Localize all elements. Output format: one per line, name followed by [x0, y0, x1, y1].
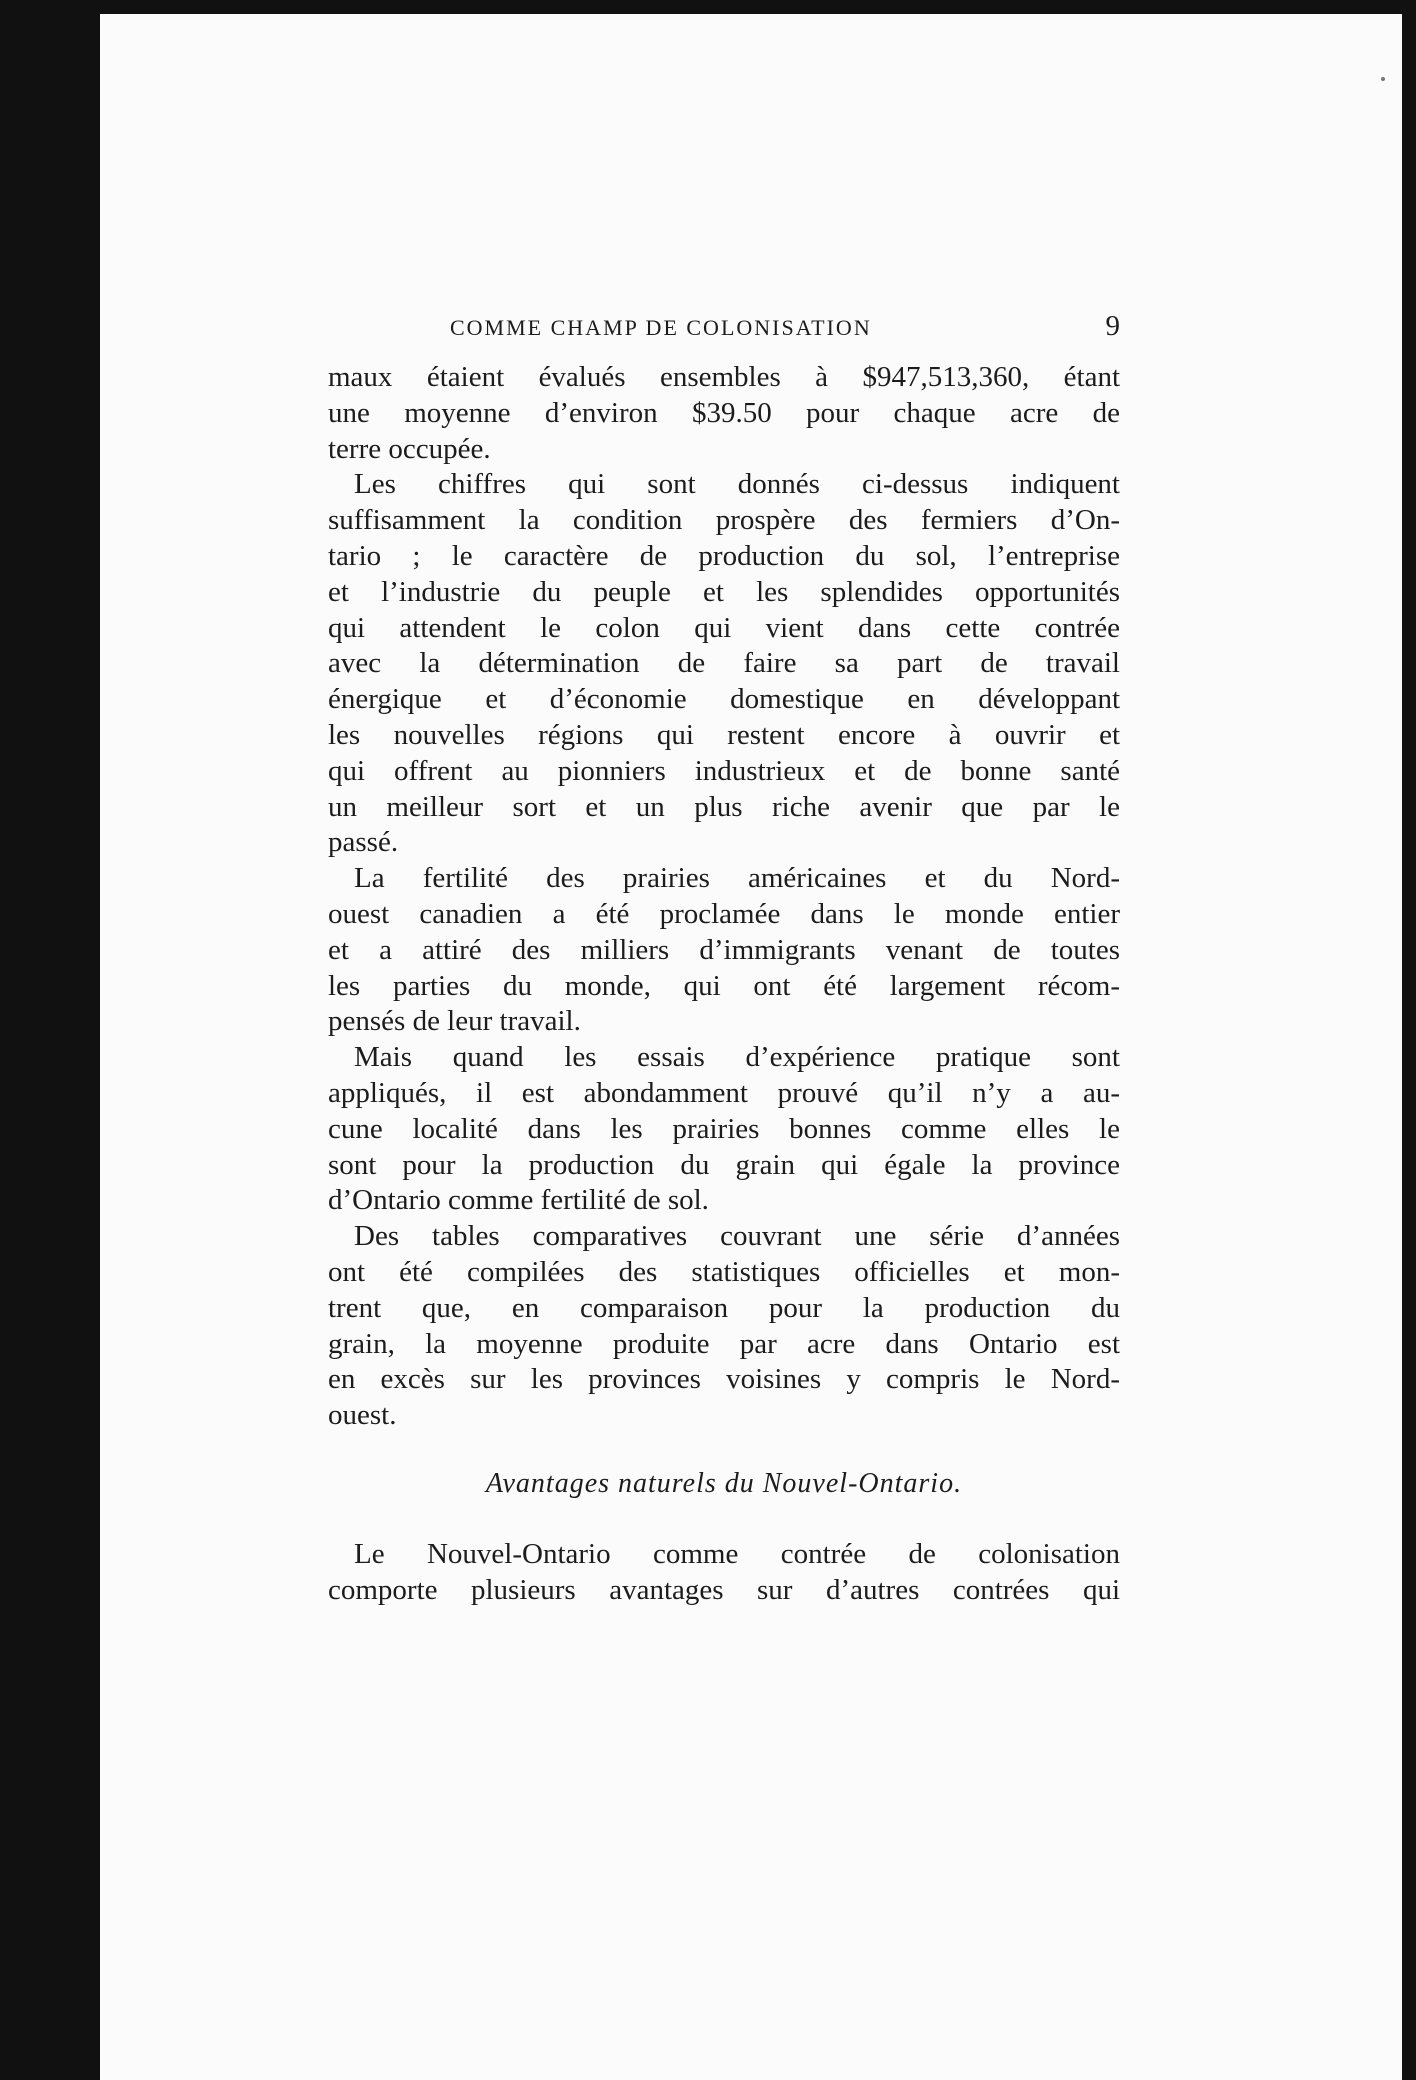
- text-line: un meilleur sort et un plus riche avenir que par le: [328, 790, 1120, 823]
- paragraph: [328, 861, 1120, 1040]
- text-line: en excès sur les provinces voisines y compris le Nord-: [328, 1363, 1120, 1396]
- text-line: La fertilité des prairies américaines et du Nord-: [354, 862, 1120, 895]
- text-line: avec la détermination de faire sa part de travail: [328, 647, 1120, 680]
- text-line: grain, la moyenne produite par acre dans Ontario est: [328, 1327, 1120, 1360]
- text-line: maux étaient évalués ensembles à $947,513,360, étant: [328, 361, 1120, 393]
- text-line: sont pour la production du grain qui égale la province: [328, 1148, 1120, 1181]
- paragraph: [328, 1219, 1120, 1434]
- text-line: qui attendent le colon qui vient dans cette contrée: [328, 611, 1120, 644]
- paragraph: [328, 360, 1120, 467]
- text-line: cune localité dans les prairies bonnes comme elles le: [328, 1112, 1120, 1145]
- section-heading: Avantages naturels du Nouvel-Ontario.: [485, 1467, 963, 1499]
- text-line: Des tables comparatives couvrant une série d’années: [354, 1220, 1120, 1253]
- text-line: Les chiffres qui sont donnés ci-dessus indiquent: [354, 468, 1120, 501]
- page-number: 9: [1105, 310, 1120, 342]
- text-line: ont été compilées des statistiques officielles et mon-: [328, 1255, 1120, 1288]
- text-line: Le Nouvel-Ontario comme contrée de colonisation: [354, 1537, 1120, 1570]
- running-head: [328, 310, 1120, 360]
- text-line: trent que, en comparaison pour la production du: [328, 1291, 1120, 1324]
- text-line: une moyenne d’environ $39.50 pour chaque acre de: [328, 396, 1120, 429]
- text-line: appliqués, il est abondamment prouvé qu’il n’y a au-: [328, 1076, 1120, 1109]
- text-line: ouest canadien a été proclamée dans le monde entier: [328, 897, 1120, 930]
- paragraph: [328, 1537, 1120, 1609]
- text-line: et l’industrie du peuple et les splendides opportunités: [328, 575, 1120, 608]
- text-line: pensés de leur travail.: [328, 1005, 581, 1038]
- paragraph: [328, 1040, 1120, 1219]
- text-line: ouest.: [328, 1399, 397, 1432]
- text-line: Mais quand les essais d’expérience pratique sont: [354, 1041, 1120, 1074]
- page-text: [328, 310, 1120, 1609]
- running-head-title: COMME CHAMP DE COLONISATION: [450, 315, 872, 340]
- text-line: et a attiré des milliers d’immigrants venant de toutes: [328, 933, 1120, 966]
- text-line: terre occupée.: [328, 432, 491, 465]
- text-line: d’Ontario comme fertilité de sol.: [328, 1184, 709, 1217]
- text-line: comporte plusieurs avantages sur d’autres contrées qui: [328, 1573, 1120, 1606]
- text-line: énergique et d’économie domestique en développant: [328, 683, 1120, 716]
- paragraph: [328, 467, 1120, 861]
- text-line: les parties du monde, qui ont été largement récom-: [328, 969, 1120, 1002]
- text-line: les nouvelles régions qui restent encore à ouvrir et: [328, 718, 1120, 751]
- text-line: tario ; le caractère de production du sol, l’entreprise: [328, 539, 1120, 572]
- text-line: qui offrent au pionniers industrieux et de bonne santé: [328, 754, 1120, 787]
- text-line: suffisamment la condition prospère des fermiers d’On-: [328, 504, 1120, 537]
- dust-speck: [1381, 77, 1385, 81]
- text-line: passé.: [328, 826, 399, 859]
